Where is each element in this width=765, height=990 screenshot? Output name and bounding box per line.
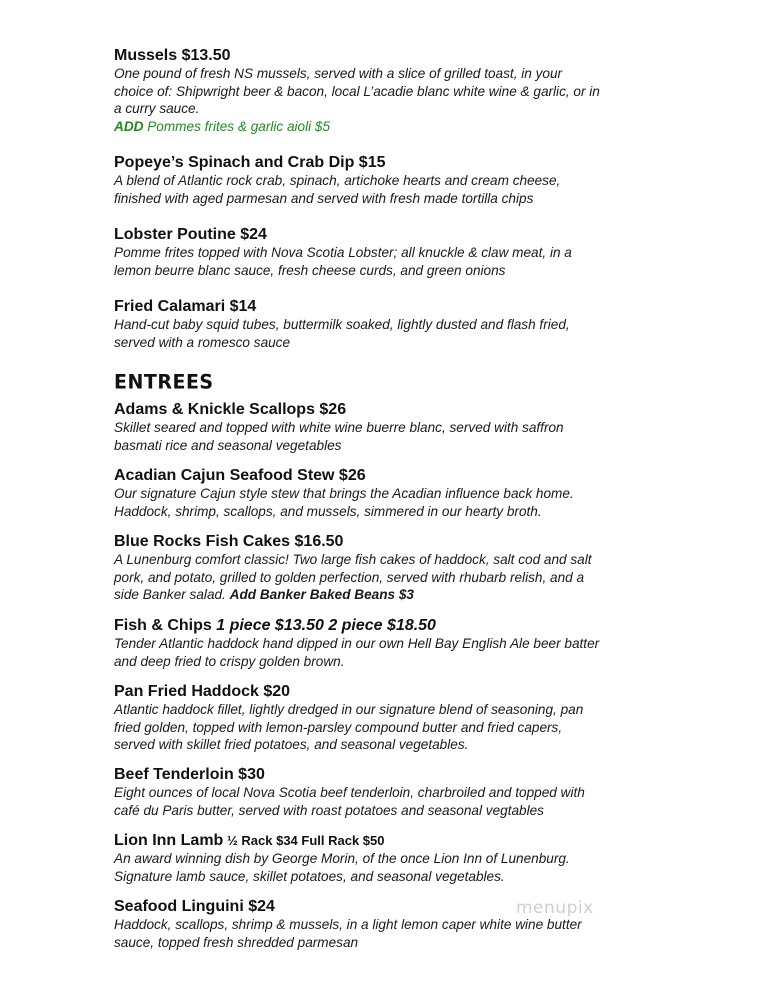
description-line: served with a romesco sauce	[114, 334, 291, 350]
item-description	[114, 419, 674, 454]
description-line: a curry sauce.	[114, 101, 200, 116]
item-title: Lion Inn Lamb	[114, 832, 224, 849]
item-title: Fish & Chips	[114, 617, 212, 634]
item-description	[114, 65, 674, 118]
item-description	[114, 485, 674, 520]
item-description	[114, 635, 674, 670]
description-line: Skillet seared and topped with white wine buerre blanc, served with saffron	[114, 420, 564, 435]
add-label: ADD	[114, 118, 144, 134]
item-title: Lobster Poutine $24	[114, 226, 267, 243]
menu-item-fish-cakes	[114, 532, 674, 604]
item-description	[114, 701, 674, 754]
description-text: side Banker salad.	[114, 587, 230, 602]
description-line: A blend of Atlantic rock crab, spinach, artichoke hearts and cream cheese,	[114, 173, 561, 188]
item-prices: 1 piece $13.50 2 piece $18.50	[211, 617, 436, 634]
item-title-row	[114, 616, 674, 635]
description-line: Haddock, scallops, shrimp & mussels, in a light lemon caper white wine butter	[114, 917, 582, 932]
description-line: Tender Atlantic haddock hand dipped in our own Hell Bay English Ale beer batter	[114, 636, 600, 651]
item-title: Mussels $13.50	[114, 47, 231, 64]
item-title: Adams & Knickle Scallops $26	[114, 401, 347, 418]
description-line: Atlantic haddock fillet, lightly dredged in our signature blend of seasoning, pan	[114, 702, 584, 717]
description-line: Haddock, shrimp, scallops, and mussels, simmered in our hearty broth.	[114, 503, 542, 519]
item-prices: ½ Rack $34 Full Rack $50	[223, 833, 385, 848]
description-line: lemon beurre blanc sauce, fresh cheese curds, and green onions	[114, 262, 506, 278]
menu-item-mussels	[114, 46, 674, 135]
item-title-row	[114, 831, 674, 850]
add-on-line	[114, 118, 674, 136]
description-line: served with skillet fried potatoes, and seasonal vegetables.	[114, 737, 469, 752]
item-description	[114, 916, 674, 951]
description-line	[114, 586, 674, 604]
description-line: Our signature Cajun style stew that brings the Acadian influence back home.	[114, 486, 574, 501]
item-description	[114, 784, 674, 819]
item-description	[114, 244, 674, 279]
description-line: One pound of fresh NS mussels, served with a slice of grilled toast, in your	[114, 66, 563, 81]
menu-item-fish-chips	[114, 616, 674, 670]
menu-item-crab-dip	[114, 153, 674, 207]
menu-item-scallops	[114, 400, 674, 454]
item-title: Popeye’s Spinach and Crab Dip $15	[114, 154, 386, 171]
menu-item-calamari	[114, 297, 674, 351]
item-title: Seafood Linguini $24	[114, 898, 275, 915]
description-line: sauce, topped fresh shredded parmesan	[114, 934, 359, 950]
description-line: An award winning dish by George Morin, of the once Lion Inn of Lunenburg.	[114, 851, 570, 866]
description-line: café du Paris butter, served with roast potatoes and seasonal vegtables	[114, 802, 544, 818]
item-title: Pan Fried Haddock $20	[114, 683, 291, 700]
description-line: fried golden, topped with lemon-parsley compound butter and fried capers,	[114, 719, 563, 735]
add-on-text: Add Banker Baked Beans $3	[229, 587, 414, 602]
item-title: Beef Tenderloin $30	[114, 766, 265, 783]
description-line: Hand-cut baby squid tubes, buttermilk soaked, lightly dusted and flash fried,	[114, 317, 570, 332]
add-text: Pommes frites & garlic aioli $5	[143, 118, 331, 134]
menu-item-seafood-stew	[114, 466, 674, 520]
section-heading-entrees: ENTREES	[114, 370, 214, 394]
item-title: Blue Rocks Fish Cakes $16.50	[114, 533, 344, 550]
item-description	[114, 551, 674, 604]
description-line: Signature lamb sauce, skillet potatoes, and seasonal vegetables.	[114, 868, 505, 884]
item-description	[114, 316, 674, 351]
item-description	[114, 172, 674, 207]
description-line: choice of: Shipwright beer & bacon, local L’acadie blanc white wine & garlic, or in	[114, 83, 600, 99]
description-line: Eight ounces of local Nova Scotia beef tenderloin, charbroiled and topped with	[114, 785, 585, 800]
item-title: Fried Calamari $14	[114, 298, 257, 315]
description-line: finished with aged parmesan and served with fresh made tortilla chips	[114, 190, 534, 206]
item-title: Acadian Cajun Seafood Stew $26	[114, 467, 366, 484]
description-line: Pomme frites topped with Nova Scotia Lobster; all knuckle & claw meat, in a	[114, 245, 572, 260]
menu-item-lobster-poutine	[114, 225, 674, 279]
description-line: A Lunenburg comfort classic! Two large fish cakes of haddock, salt cod and salt	[114, 552, 592, 567]
watermark: menupix	[516, 898, 594, 918]
menu-item-pan-fried-haddock	[114, 682, 674, 754]
description-line: basmati rice and seasonal vegetables	[114, 437, 342, 453]
item-description	[114, 850, 674, 885]
description-line: pork, and potato, grilled to golden perfection, served with rhubarb relish, and a	[114, 569, 585, 585]
menu-item-beef-tenderloin	[114, 765, 674, 819]
menu-item-lion-inn-lamb	[114, 831, 674, 885]
description-line: and deep fried to crispy golden brown.	[114, 653, 345, 669]
